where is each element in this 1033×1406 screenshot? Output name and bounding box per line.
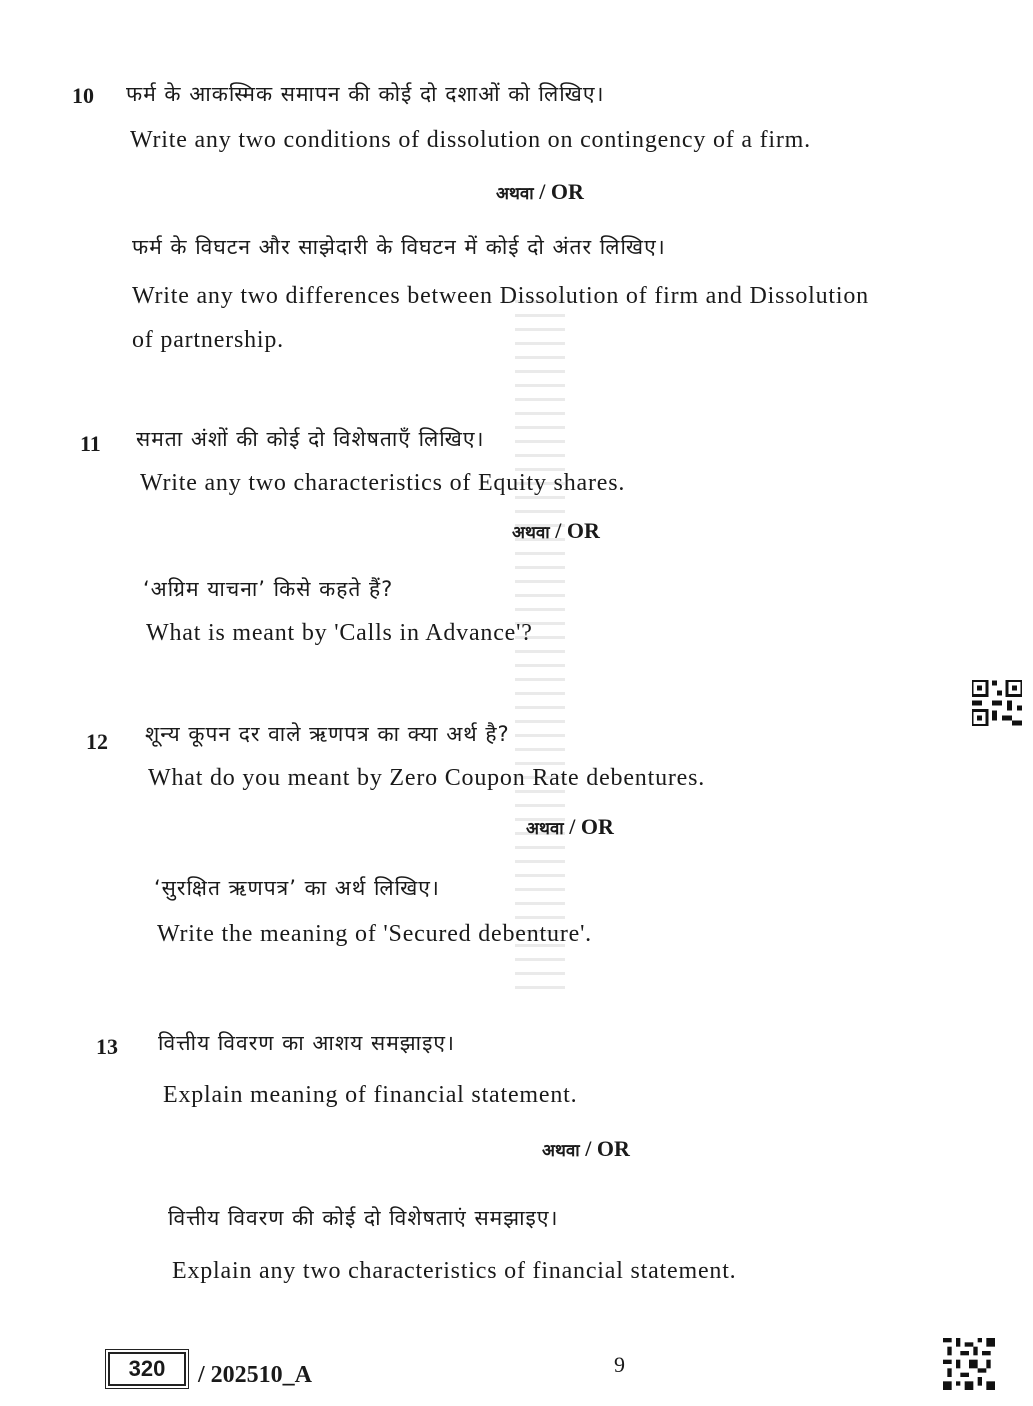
qr-code-icon xyxy=(972,680,1022,726)
question-hindi: समता अंशों की कोई दो विशेषताएँ लिखिए। xyxy=(136,427,485,451)
alternative-english: Write any two differences between Dissolution of firm and Dissolution xyxy=(132,283,869,309)
or-separator xyxy=(512,518,600,544)
alternative-english: What is meant by 'Calls in Advance'? xyxy=(146,620,533,646)
alternative-hindi: वित्तीय विवरण की कोई दो विशेषताएं समझाइए। xyxy=(168,1206,559,1230)
or-english: / OR xyxy=(585,1136,630,1161)
alternative-hindi: ‘अग्रिम याचना’ किसे कहते हैं? xyxy=(143,577,394,601)
alternative-hindi: ‘सुरक्षित ऋणपत्र’ का अर्थ लिखिए। xyxy=(154,876,440,900)
question-english: Write any two conditions of dissolution on contingency of a firm. xyxy=(130,127,811,153)
paper-code: / 202510_A xyxy=(198,1362,312,1388)
question-number: 13 xyxy=(96,1034,118,1059)
question-number: 10 xyxy=(72,83,94,108)
or-separator xyxy=(496,179,584,205)
or-hindi: अथवा xyxy=(542,1141,580,1161)
or-english: / OR xyxy=(555,518,600,543)
question-number: 11 xyxy=(80,431,101,456)
alternative-hindi: फर्म के विघटन और साझेदारी के विघटन में कोई दो अंतर लिखिए। xyxy=(132,235,666,259)
question-hindi: वित्तीय विवरण का आशय समझाइए। xyxy=(158,1031,455,1055)
qr-code-icon xyxy=(942,1338,996,1390)
or-hindi: अथवा xyxy=(526,819,564,839)
question-english: Write any two characteristics of Equity shares. xyxy=(140,470,626,496)
or-hindi: अथवा xyxy=(512,523,550,543)
or-english: / OR xyxy=(569,814,614,839)
question-english: What do you meant by Zero Coupon Rate debentures. xyxy=(148,765,706,791)
faint-stamp-watermark xyxy=(515,300,565,1000)
alternative-english: Write the meaning of 'Secured debenture'. xyxy=(157,921,592,947)
alternative-english-continued: of partnership. xyxy=(132,327,284,353)
or-separator xyxy=(526,814,614,840)
subject-code: 320 xyxy=(108,1352,186,1386)
page-footer xyxy=(0,1352,1033,1396)
question-hindi: शून्य कूपन दर वाले ऋणपत्र का क्या अर्थ है? xyxy=(145,722,510,746)
question-hindi: फर्म के आकस्मिक समापन की कोई दो दशाओं को लिखिए। xyxy=(126,82,605,106)
or-english: / OR xyxy=(539,179,584,204)
or-separator xyxy=(542,1136,630,1162)
question-number: 12 xyxy=(86,729,108,754)
question-english: Explain meaning of financial statement. xyxy=(163,1082,578,1108)
alternative-english: Explain any two characteristics of financial statement. xyxy=(172,1258,737,1284)
or-hindi: अथवा xyxy=(496,184,534,204)
page-number: 9 xyxy=(614,1352,625,1377)
